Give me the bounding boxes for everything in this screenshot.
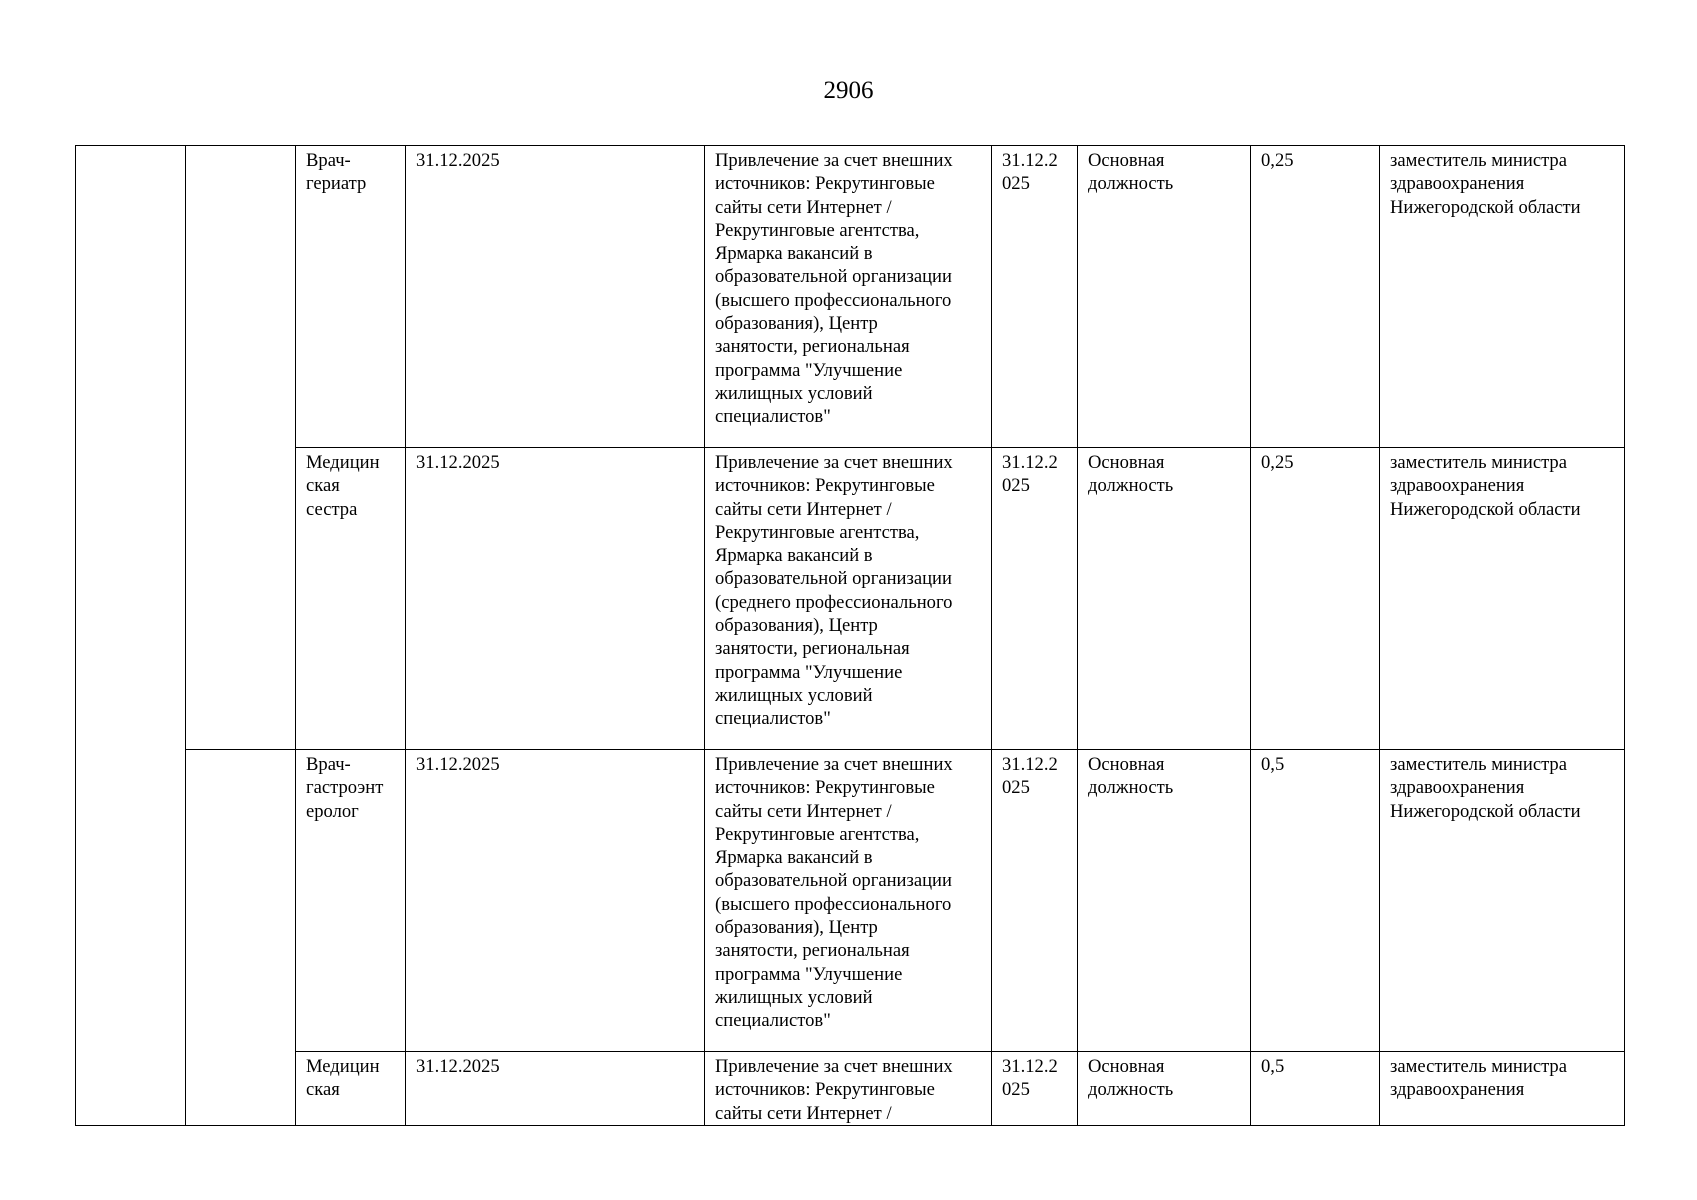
empty-cell-col2: [186, 750, 296, 1126]
responsible-cell: заместитель министра здравоохранения Нижегородской области: [1380, 146, 1625, 448]
job-type-cell: Основная должность: [1078, 750, 1251, 1052]
table-row: [76, 146, 1625, 448]
deadline-cell: 31.12.2 025: [992, 448, 1078, 750]
responsible-cell: заместитель министра здравоохранения Нижегородской области: [1380, 448, 1625, 750]
rate-cell: 0,5: [1251, 1052, 1380, 1126]
date-cell: 31.12.2025: [406, 750, 705, 1052]
position-cell: Медицин ская сестра: [296, 448, 406, 750]
responsible-cell: заместитель министра здравоохранения Нижегородской области: [1380, 750, 1625, 1052]
table-row: [76, 1052, 1625, 1126]
method-cell: Привлечение за счет внешних источников: Рекрутинговые сайты сети Интернет / Рекрутинговые агентства, Ярмарка вакансий в образовательной организации (высшего профессионального образования), Центр занятости, региональная программа "Улучшение жилищных условий специалистов": [705, 146, 992, 448]
deadline-cell: 31.12.2 025: [992, 146, 1078, 448]
job-type-cell: Основная должность: [1078, 146, 1251, 448]
rate-cell: 0,5: [1251, 750, 1380, 1052]
position-cell: Медицин ская: [296, 1052, 406, 1126]
method-cell: Привлечение за счет внешних источников: Рекрутинговые сайты сети Интернет / Рекрутинговые агентства, Ярмарка вакансий в образовательной организации (высшего профессионального образования), Центр занятости, региональная программа "Улучшение жилищных условий специалистов": [705, 750, 992, 1052]
job-type-cell: Основная должность: [1078, 448, 1251, 750]
staffing-table: [75, 145, 1625, 1126]
position-cell: Врач- гастроэнт еролог: [296, 750, 406, 1052]
table-row: [76, 750, 1625, 1052]
method-cell: Привлечение за счет внешних источников: Рекрутинговые сайты сети Интернет / Рекрутинговые агентства, Ярмарка вакансий в образовательной организации (среднего профессионального образования), Центр занятости, региональная программа "Улучшение жилищных условий специалистов": [705, 448, 992, 750]
position-cell: Врач- гериатр: [296, 146, 406, 448]
job-type-cell: Основная должность: [1078, 1052, 1251, 1126]
responsible-cell: заместитель министра здравоохранения: [1380, 1052, 1625, 1126]
empty-cell-col2: [186, 146, 296, 750]
rate-cell: 0,25: [1251, 448, 1380, 750]
date-cell: 31.12.2025: [406, 1052, 705, 1126]
date-cell: 31.12.2025: [406, 146, 705, 448]
method-cell: Привлечение за счет внешних источников: Рекрутинговые сайты сети Интернет /: [705, 1052, 992, 1126]
empty-cell-col1: [76, 146, 186, 1126]
rate-cell: 0,25: [1251, 146, 1380, 448]
page-number: 2906: [823, 77, 874, 104]
deadline-cell: 31.12.2 025: [992, 1052, 1078, 1126]
date-cell: 31.12.2025: [406, 448, 705, 750]
table-row: [76, 448, 1625, 750]
deadline-cell: 31.12.2 025: [992, 750, 1078, 1052]
